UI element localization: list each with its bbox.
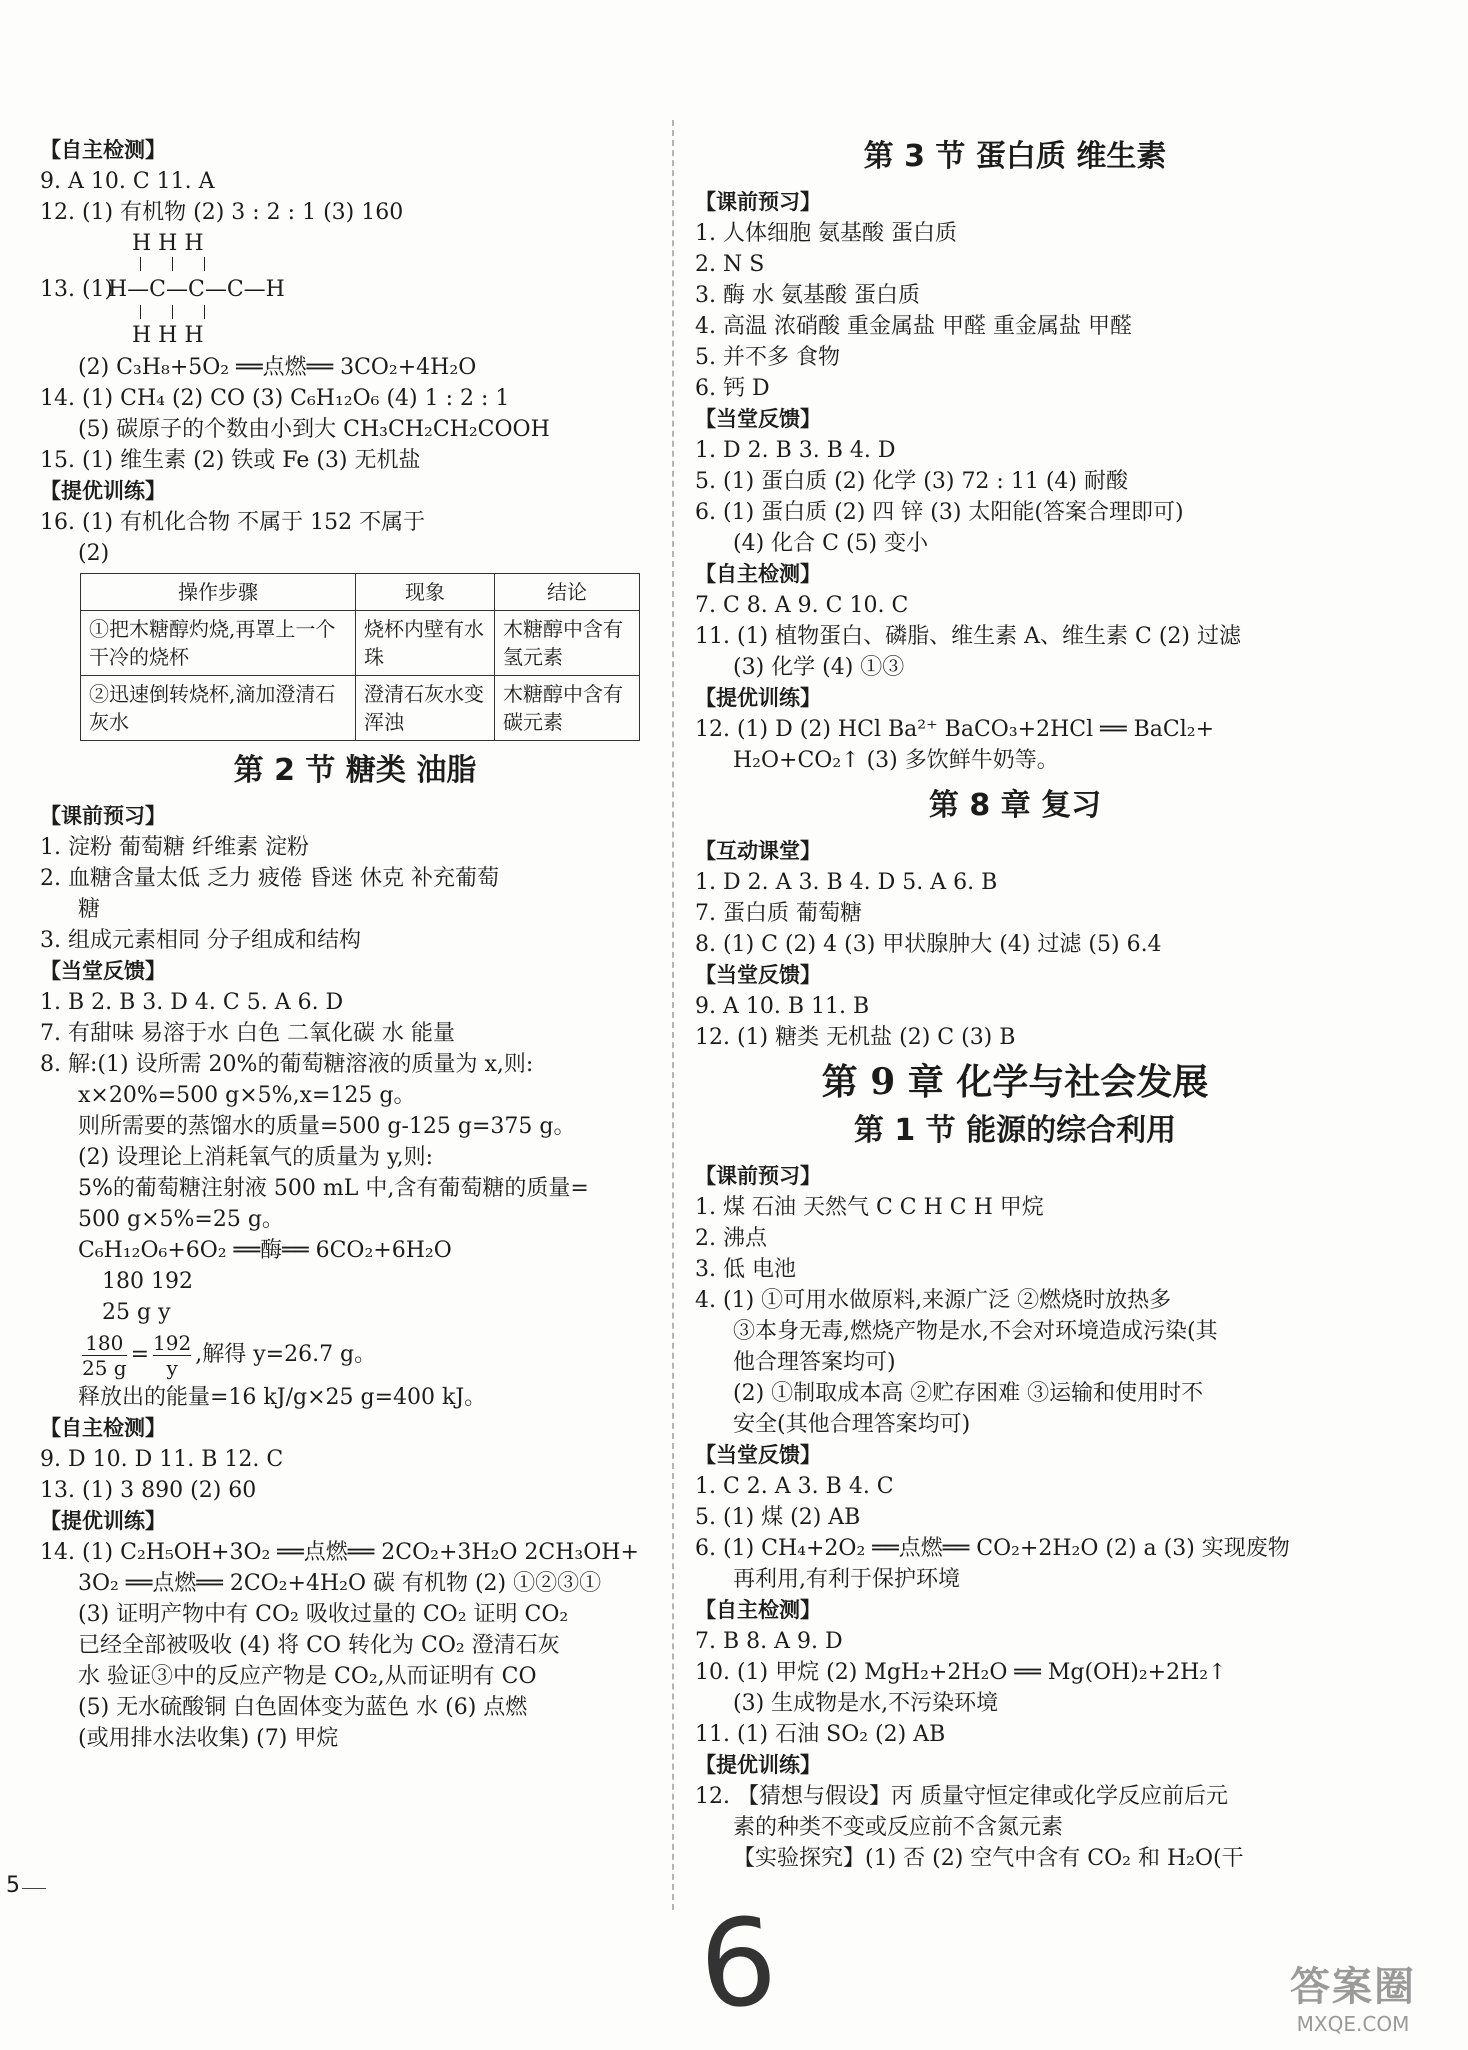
answer-line: 8. 解:(1) 设所需 20%的葡萄糖溶液的质量为 x,则:: [40, 1052, 534, 1077]
watermark-text: 答案圈: [1290, 1964, 1416, 2010]
page-number-rule: [22, 1888, 46, 1889]
answer-line: 9. D 10. D 11. B 12. C: [40, 1447, 284, 1472]
equation-ratio: 25 g y: [102, 1300, 171, 1325]
answer-line: 3. 组成元素相同 分子组成和结构: [40, 928, 361, 953]
chapter-review-title: 第 8 章 复习: [928, 788, 1102, 823]
section-title: 第 2 节 糖类 油脂: [233, 753, 477, 788]
answer-line: (3) 生成物是水,不污染环境: [733, 1691, 999, 1716]
section-tag: 【提优训练】: [695, 686, 821, 710]
experiment-table: [80, 573, 640, 741]
answer-line: (2) ①制取成本高 ②贮存困难 ③运输和使用时不: [733, 1381, 1204, 1406]
answer-line: 1. C 2. A 3. B 4. C: [695, 1474, 894, 1499]
section-tag: 【自主检测】: [40, 138, 166, 162]
answer-line: 1. 煤 石油 天然气 C C H C H 甲烷: [695, 1195, 1044, 1220]
section-tag: 【互动课堂】: [695, 839, 821, 863]
answer-line: 3. 低 电池: [695, 1257, 796, 1282]
answer-line: 3. 酶 水 氨基酸 蛋白质: [695, 283, 920, 308]
table-cell: 木糖醇中含有碳元素: [495, 676, 640, 741]
answer-line: 1. D 2. B 3. B 4. D: [695, 438, 896, 463]
chapter-title: 第 9 章 化学与社会发展: [821, 1061, 1209, 1103]
table-header: 现象: [356, 574, 495, 611]
table-header: 操作步骤: [81, 574, 356, 611]
section-title: 第 3 节 蛋白质 维生素: [863, 139, 1167, 174]
watermark-url: MXQE.COM: [1296, 2012, 1410, 2036]
answer-line: 2. N S: [695, 252, 765, 277]
answer-line: 11. (1) 石油 SO₂ (2) AB: [695, 1722, 946, 1747]
answer-line: 5. 并不多 食物: [695, 345, 840, 370]
answer-line: 12. (1) D (2) HCl Ba²⁺ BaCO₃+2HCl ══ BaCl₂+: [695, 717, 1215, 742]
right-column: [695, 135, 1335, 1874]
answer-line: 16. (1) 有机化合物 不属于 152 不属于: [40, 510, 426, 535]
section-title: 第 1 节 能源的综合利用: [853, 1113, 1177, 1148]
answer-line: 5%的葡萄糖注射液 500 mL 中,含有葡萄糖的质量=: [78, 1176, 589, 1201]
column-divider: [672, 120, 674, 1910]
table-cell: ②迅速倒转烧杯,滴加澄清石灰水: [81, 676, 356, 741]
fraction: $\frac{192}{y}$: [153, 1330, 192, 1380]
answer-line: 7. 蛋白质 葡萄糖: [695, 901, 862, 926]
answer-line: (或用排水法收集) (7) 甲烷: [78, 1726, 339, 1751]
answer-line: 6. (1) 蛋白质 (2) 四 锌 (3) 太阳能(答案合理即可): [695, 500, 1184, 525]
table-cell: 澄清石灰水变浑浊: [356, 676, 495, 741]
answer-line: (3) 证明产物中有 CO₂ 吸收过量的 CO₂ 证明 CO₂: [78, 1602, 569, 1627]
answer-line: 1. 淀粉 葡萄糖 纤维素 淀粉: [40, 835, 309, 860]
answer-line: 7. C 8. A 9. C 10. C: [695, 593, 909, 618]
answer-line: H₂O+CO₂↑ (3) 多饮鲜牛奶等。: [733, 748, 1059, 773]
answer-line: 4. 高温 浓硝酸 重金属盐 甲醛 重金属盐 甲醛: [695, 314, 1132, 339]
answer-line: (2) 设理论上消耗氧气的质量为 y,则:: [78, 1145, 434, 1170]
page-number: 5: [6, 1873, 20, 1898]
section-tag: 【当堂反馈】: [695, 963, 821, 987]
section-tag: 【自主检测】: [40, 1416, 166, 1440]
answer-line: 10. (1) 甲烷 (2) MgH₂+2H₂O ══ Mg(OH)₂+2H₂↑: [695, 1660, 1227, 1685]
answer-line: 已经全部被吸收 (4) 将 CO 转化为 CO₂ 澄清石灰: [78, 1633, 560, 1658]
section-tag: 【提优训练】: [40, 1509, 166, 1533]
answer-line: 1. D 2. A 3. B 4. D 5. A 6. B: [695, 870, 998, 895]
structure-bottom-atoms: H H H: [132, 323, 204, 348]
table-row: [81, 676, 640, 741]
answer-line: 2. 沸点: [695, 1226, 767, 1251]
table-cell: ①把木糖醇灼烧,再罩上一个干冷的烧杯: [81, 611, 356, 676]
section-tag: 【自主检测】: [695, 562, 821, 586]
answer-line: 12. 【猜想与假设】丙 质量守恒定律或化学反应前后元: [695, 1784, 1228, 1809]
answer-line: (2): [78, 541, 110, 566]
answer-line: 13. (1) 3 890 (2) 60: [40, 1478, 257, 1503]
table-header-row: [81, 574, 640, 611]
answer-line: 12. (1) 糖类 无机盐 (2) C (3) B: [695, 1025, 1016, 1050]
answer-line: 释放出的能量=16 kJ/g×25 g=400 kJ。: [78, 1385, 487, 1410]
answer-line: (5) 碳原子的个数由小到大 CH₃CH₂CH₂COOH: [78, 417, 550, 442]
answer-line: 6. 钙 D: [695, 376, 770, 401]
structure-top-atoms: H H H: [132, 231, 204, 256]
left-column: [40, 135, 670, 1754]
answer-line: 糖: [78, 897, 101, 922]
answer-line: 500 g×5%=25 g。: [78, 1207, 284, 1232]
fraction: $\frac{180}{25 g}$: [82, 1330, 127, 1380]
answer-line: 14. (1) CH₄ (2) CO (3) C₆H₁₂O₆ (4) 1 : 2 : 1: [40, 386, 510, 411]
section-tag: 【课前预习】: [695, 1164, 821, 1188]
handwritten-mark: 6: [695, 1892, 782, 2037]
answer-line: 5. (1) 蛋白质 (2) 化学 (3) 72 : 11 (4) 耐酸: [695, 469, 1128, 494]
answer-line: 15. (1) 维生素 (2) 铁或 Fe (3) 无机盐: [40, 448, 421, 473]
answer-line: x×20%=500 g×5%,x=125 g。: [78, 1083, 416, 1108]
answer-line: 素的种类不变或反应前不含氮元素: [733, 1815, 1064, 1840]
answer-line: 水 验证③中的反应产物是 CO₂,从而证明有 CO: [78, 1664, 537, 1689]
answer-line: 14. (1) C₂H₅OH+3O₂ ══点燃══ 2CO₂+3H₂O 2CH₃OH+: [40, 1540, 639, 1565]
answer-line: 2. 血糖含量太低 乏力 疲倦 昏迷 休克 补充葡萄: [40, 866, 499, 891]
section-tag: 【提优训练】: [695, 1753, 821, 1777]
answer-line: 7. 有甜味 易溶于水 白色 二氧化碳 水 能量: [40, 1021, 455, 1046]
section-tag: 【当堂反馈】: [695, 407, 821, 431]
answer-line: 9. A 10. C 11. A: [40, 169, 215, 194]
answer-line: 他合理答案均可): [733, 1350, 896, 1375]
answer-line: 3O₂ ══点燃══ 2CO₂+4H₂O 碳 有机物 (2) ①②③①: [78, 1571, 602, 1596]
section-tag: 【自主检测】: [695, 1598, 821, 1622]
structure-main-chain: H—C—C—C—H: [108, 277, 285, 302]
answer-line: 12. (1) 有机物 (2) 3 : 2 : 1 (3) 160: [40, 200, 404, 225]
watermark-logo: [1290, 1955, 1416, 2036]
answer-line: 安全(其他合理答案均可): [733, 1412, 971, 1437]
table-row: [81, 611, 640, 676]
answer-line: 1. B 2. B 3. D 4. C 5. A 6. D: [40, 990, 344, 1015]
answer-line: (3) 化学 (4) ①③: [733, 655, 905, 680]
answer-line: (5) 无水硫酸铜 白色固体变为蓝色 水 (6) 点燃: [78, 1695, 528, 1720]
section-tag: 【当堂反馈】: [695, 1443, 821, 1467]
answer-line: 4. (1) ①可用水做原料,来源广泛 ②燃烧时放热多: [695, 1288, 1172, 1313]
answer-line: ③本身无毒,燃烧产物是水,不会对环境造成污染(其: [733, 1319, 1218, 1344]
section-tag: 【提优训练】: [40, 479, 166, 503]
table-cell: 木糖醇中含有氢元素: [495, 611, 640, 676]
table-cell: 烧杯内壁有水珠: [356, 611, 495, 676]
section-tag: 【课前预习】: [695, 190, 821, 214]
structural-formula: [40, 228, 670, 352]
equation-line: C₆H₁₂O₆+6O₂ ══酶══ 6CO₂+6H₂O: [78, 1238, 452, 1263]
answer-line: 8. (1) C (2) 4 (3) 甲状腺肿大 (4) 过滤 (5) 6.4: [695, 932, 1162, 957]
section-tag: 【当堂反馈】: [40, 959, 166, 983]
answer-line: 5. (1) 煤 (2) AB: [695, 1505, 861, 1530]
answer-line: 则所需要的蒸馏水的质量=500 g-125 g=375 g。: [78, 1114, 576, 1139]
answer-line: (2) C₃H₈+5O₂ ══点燃══ 3CO₂+4H₂O: [78, 355, 477, 380]
answer-line: 9. A 10. B 11. B: [695, 994, 870, 1019]
answer-line: 11. (1) 植物蛋白、磷脂、维生素 A、维生素 C (2) 过滤: [695, 624, 1241, 649]
answer-line: 7. B 8. A 9. D: [695, 1629, 843, 1654]
section-tag: 【课前预习】: [40, 804, 166, 828]
answer-line: 1. 人体细胞 氨基酸 蛋白质: [695, 221, 957, 246]
structure-prefix: 13. (1): [40, 277, 114, 302]
table-header: 结论: [495, 574, 640, 611]
answer-line: 【实验探究】(1) 否 (2) 空气中含有 CO₂ 和 H₂O(干: [733, 1846, 1244, 1871]
proportion-line: $\frac{180}{25 g}$ = $\frac{192}{y}$ ,解得 y=26.7 g。: [82, 1330, 377, 1380]
answer-line: 6. (1) CH₄+2O₂ ══点燃══ CO₂+2H₂O (2) a (3) 实现废物: [695, 1536, 1290, 1561]
answer-line: 再利用,有利于保护环境: [733, 1567, 960, 1592]
answer-line: (4) 化合 C (5) 变小: [733, 531, 929, 556]
equation-ratio: 180 192: [102, 1269, 193, 1294]
